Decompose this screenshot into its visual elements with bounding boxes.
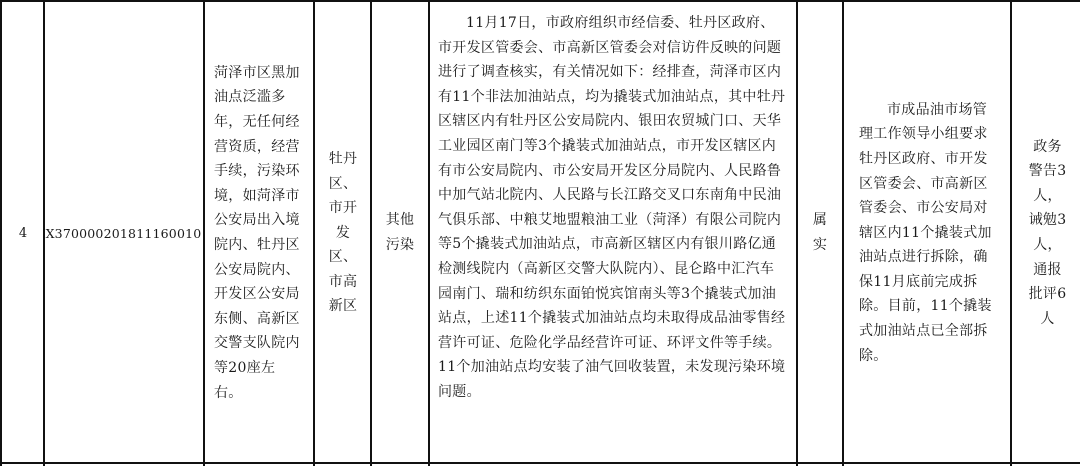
column-divider	[0, 0, 2, 466]
row-number-cell	[3, 0, 43, 466]
accountability-line: 警告3	[1028, 163, 1067, 180]
area-cell	[318, 0, 368, 466]
accountability-line: 人，	[1033, 187, 1062, 204]
accountability-line: 人，	[1033, 237, 1062, 253]
area-line: 牡丹	[328, 150, 358, 167]
column-divider	[842, 0, 844, 466]
accountability-text	[1029, 135, 1067, 332]
accountability-line: 政务	[1033, 138, 1062, 155]
accountability-cell	[1015, 0, 1080, 466]
pollution-type-line: 其他	[385, 212, 415, 229]
investigation-text: 11月17日，市政府组织市经信委、牡丹区政府、市开发区管委会、市高新区管委会对信访件反映的问题进行了调查核实，有关情况如下：经排查，菏泽市区内有11个非法加油站点，均为撬装式加油站点，其中牡丹区辖区内有牡丹区公安局院内、银田农贸城门口、天华工业园区南门等3个撬装式加油站点，市开发区辖区内有市公安局院内、市公安局开发区分局院内、人民路鲁中加气站北院内、人民路与长江路交叉口东南角中民油气俱乐部、中粮艾地盟粮油工业（菏泽）有限公司院内等5个撬装式加油站点，市高新区辖区内有银川路亿通检测线院内（高新区交警大队院内）、昆仑路中汇汽车园南门、瑞和纺织东面铂悦宾馆南头等3个撬装式加油站点，上述11个撬装式加油站点均未取得成品油零售经营许可证、危险化学品经营许可证、环评文件等手续。11个加油站点均安装了油气回收装置，未发现污染环境问题。	[438, 15, 786, 400]
row-number: 4	[18, 225, 28, 241]
accountability-line: 批评6	[1028, 286, 1067, 303]
column-divider	[1010, 0, 1012, 466]
accountability-line: 通报	[1033, 261, 1062, 278]
measures-text: 市成品油市场管理工作领导小组要求牡丹区政府、市开发区管委会、市高新区管委会、市公安局对辖区内11个撬装式加油站点进行拆除，确保11月底前完成拆除。目前，11个撬装式加油站点已全部拆除。	[859, 101, 992, 364]
area-line: 发	[335, 224, 351, 241]
complaint-cell	[208, 0, 304, 466]
case-id: X370000201811160010	[45, 225, 202, 241]
verified-line: 实	[812, 237, 828, 253]
pollution-type-text	[386, 208, 415, 257]
area-line: 区、	[328, 175, 358, 192]
complaint-text: 菏泽市区黑加油点泛滥多年，无任何经营资质，经营手续，污染环境，如菏泽市公安局出入境院内、牡丹区公安局院内、开发区公安局东侧、高新区交警支队院内等20座左右。	[214, 64, 300, 401]
column-divider	[203, 0, 205, 466]
column-divider	[796, 0, 798, 466]
accountability-line: 诫勉3	[1028, 212, 1067, 229]
column-divider	[370, 0, 372, 466]
area-line: 区、	[328, 249, 358, 266]
measures-cell	[847, 0, 1003, 466]
area-line: 市高	[328, 273, 358, 290]
verified-text	[813, 208, 827, 257]
verified-cell	[800, 0, 840, 466]
investigation-cell	[428, 0, 794, 466]
accountability-line: 人	[1040, 310, 1055, 327]
area-line: 新区	[328, 298, 358, 315]
area-text	[329, 147, 358, 319]
case-id-cell	[45, 0, 202, 466]
pollution-type-cell	[374, 0, 426, 466]
verified-line: 属	[812, 212, 828, 229]
column-divider	[313, 0, 315, 466]
area-line: 市开	[328, 200, 358, 217]
pollution-type-line: 污染	[385, 237, 415, 253]
